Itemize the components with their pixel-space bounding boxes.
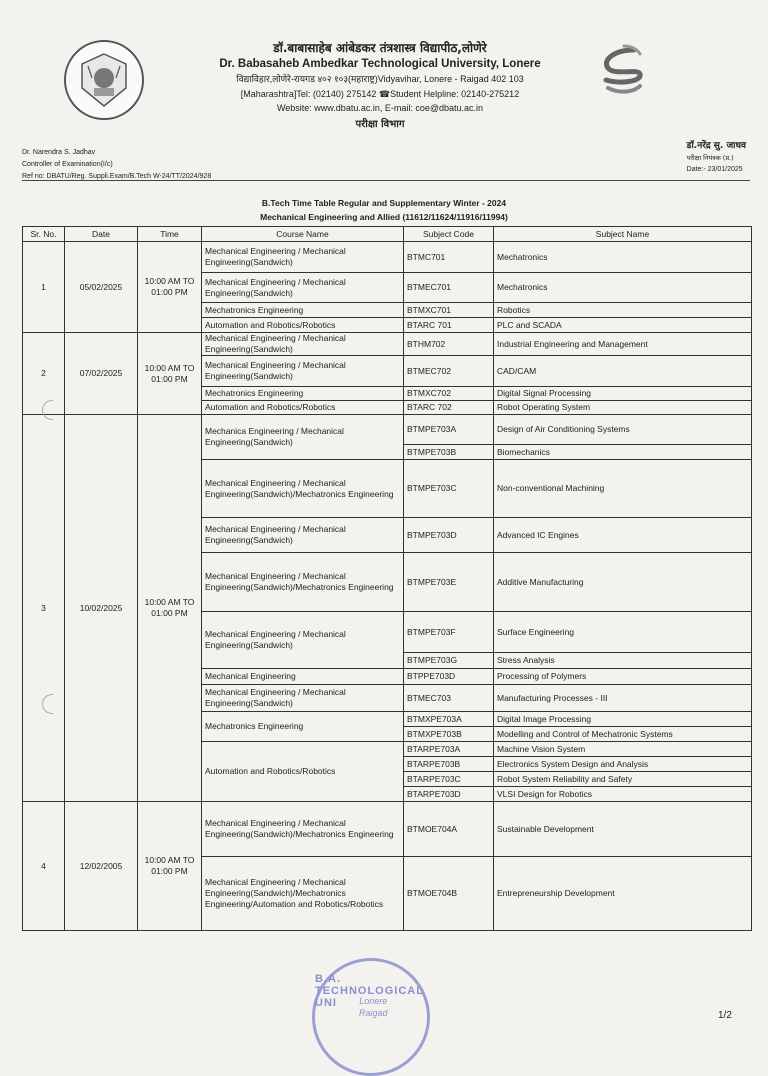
time-cell: 10:00 AM TO 01:00 PM [138, 333, 202, 415]
subject-code-cell: BTARPE703B [404, 757, 494, 772]
subject-name-cell: Machine Vision System [494, 742, 752, 757]
subject-name-cell: Non-conventional Machining [494, 460, 752, 518]
university-name-english: Dr. Babasaheb Ambedkar Technological University, Lonere [219, 58, 541, 70]
course-name-cell: Mechatronics Engineering [202, 387, 404, 401]
stamp-ring-text: B.A. TECHNOLOGICAL UNI [315, 973, 424, 1009]
subject-code-cell: BTMEC701 [404, 273, 494, 303]
timetable-title: B.Tech Time Table Regular and Supplementary Winter - 2024 [261, 198, 507, 208]
header-sr-no: Sr. No. [23, 227, 65, 242]
controller-designation-marathi: परीक्षा नियंत्रक (प्र.) [686, 154, 734, 162]
course-name-cell: Mechanical Engineering / Mechanical Engineering(Sandwich) [202, 518, 404, 553]
subject-code-cell: BTMOE704A [404, 802, 494, 857]
university-stamp [312, 958, 430, 1076]
letterhead [160, 40, 600, 133]
time-cell: 10:00 AM TO 01:00 PM [138, 802, 202, 931]
page-number: 1/2 [718, 1010, 732, 1021]
contact-line: [Maharashtra]Tel: (02140) 275142 ☎Student Helpline: 02140-275212 [240, 89, 520, 99]
course-name-cell: Mechanical Engineering / Mechanical Engineering(Sandwich) [202, 612, 404, 669]
controller-name: Dr. Narendra S. Jadhav [22, 149, 96, 156]
header-divider [22, 180, 750, 181]
subject-code-cell: BTMPE703E [404, 553, 494, 612]
subject-code-cell: BTMXC702 [404, 387, 494, 401]
subject-code-cell: BTPPE703D [404, 669, 494, 685]
course-name-cell: Mechanical Engineering / Mechanical Engineering(Sandwich)/Mechatronics Engineering/Automation and Robotics/Robotics [202, 857, 404, 931]
course-name-cell: Mechanical Engineering / Mechanical Engineering(Sandwich) [202, 242, 404, 273]
header-subject-name: Subject Name [494, 227, 752, 242]
date-cell: 10/02/2025 [65, 415, 138, 802]
subject-name-cell: VLSI Design for Robotics [494, 787, 752, 802]
subject-code-cell: BTARC 702 [404, 401, 494, 415]
website-line: Website: www.dbatu.ac.in, E-mail: coe@dbatu.ac.in [276, 103, 484, 113]
subject-name-cell: Electronics System Design and Analysis [494, 757, 752, 772]
date-cell: 05/02/2025 [65, 242, 138, 333]
controller-block-marathi [687, 140, 746, 176]
subject-name-cell: Digital Image Processing [494, 712, 752, 727]
time-cell: 10:00 AM TO 01:00 PM [138, 242, 202, 333]
subject-code-cell: BTMC701 [404, 242, 494, 273]
controller-block-english [22, 147, 211, 183]
subject-name-cell: Additive Manufacturing [494, 553, 752, 612]
course-name-cell: Mechanical Engineering / Mechanical Engineering(Sandwich) [202, 356, 404, 387]
timetable [22, 226, 752, 931]
subject-code-cell: BTMPE703C [404, 460, 494, 518]
course-name-cell: Mechanical Engineering / Mechanical Engineering(Sandwich)/Mechatronics Engineering [202, 460, 404, 518]
subject-code-cell: BTMXPE703A [404, 712, 494, 727]
subject-name-cell: Processing of Polymers [494, 669, 752, 685]
subject-code-cell: BTMXPE703B [404, 727, 494, 742]
time-cell: 10:00 AM TO 01:00 PM [138, 415, 202, 802]
course-name-cell: Mechanical Engineering / Mechanical Engineering(Sandwich) [202, 333, 404, 356]
subject-name-cell: Mechatronics [494, 273, 752, 303]
course-name-cell: Mechatronics Engineering [202, 303, 404, 318]
subject-name-cell: Surface Engineering [494, 612, 752, 653]
date-cell: 07/02/2025 [65, 333, 138, 415]
course-name-cell: Mechanical Engineering / Mechanical Engineering(Sandwich) [202, 273, 404, 303]
subject-name-cell: Stress Analysis [494, 653, 752, 669]
course-name-cell: Mechatronics Engineering [202, 712, 404, 742]
stamp-location-1: Lonere [359, 996, 388, 1006]
sr-no-cell: 1 [23, 242, 65, 333]
subject-name-cell: Mechatronics [494, 242, 752, 273]
swirl-logo-icon [594, 44, 650, 102]
subject-name-cell: Robotics [494, 303, 752, 318]
table-row [23, 242, 752, 273]
stamp-location-2: Raigad [359, 1008, 388, 1018]
subject-name-cell: Robot System Reliability and Safety [494, 772, 752, 787]
document-date: Date:- 23/01/2025 [686, 166, 743, 173]
subject-code-cell: BTMEC703 [404, 685, 494, 712]
subject-code-cell: BTARC 701 [404, 318, 494, 333]
subject-name-cell: Biomechanics [494, 445, 752, 460]
subject-code-cell: BTMXC701 [404, 303, 494, 318]
sr-no-cell: 3 [23, 415, 65, 802]
header-subject-code: Subject Code [404, 227, 494, 242]
course-name-cell: Automation and Robotics/Robotics [202, 318, 404, 333]
address-line: विद्याविहार,लोणेरे-रायगड ४०२ १०३(महाराष्ट्र)Vidyavihar, Lonere - Raigad 402 103 [236, 74, 524, 84]
stamp-inner-text [359, 995, 388, 1019]
header-date: Date [65, 227, 138, 242]
subject-code-cell: BTMPE703D [404, 518, 494, 553]
university-logo [64, 40, 144, 120]
subject-code-cell: BTMPE703B [404, 445, 494, 460]
subject-name-cell: Modelling and Control of Mechatronic Systems [494, 727, 752, 742]
subject-code-cell: BTMPE703F [404, 612, 494, 653]
course-name-cell: Automation and Robotics/Robotics [202, 401, 404, 415]
subject-name-cell: PLC and SCADA [494, 318, 752, 333]
sr-no-cell: 4 [23, 802, 65, 931]
subject-name-cell: Entrepreneurship Development [494, 857, 752, 931]
course-name-cell: Mechanical Engineering / Mechanical Engineering(Sandwich) [202, 685, 404, 712]
course-name-cell: Mechanical Engineering / Mechanical Engineering(Sandwich)/Mechatronics Engineering [202, 553, 404, 612]
course-name-cell: Mechanical Engineering [202, 669, 404, 685]
course-name-cell: Mechanical Engineering / Mechanical Engineering(Sandwich)/Mechatronics Engineering [202, 802, 404, 857]
sr-no-cell: 2 [23, 333, 65, 415]
course-name-cell: Automation and Robotics/Robotics [202, 742, 404, 802]
course-name-cell: Mechanica Engineering / Mechanical Engineering(Sandwich) [202, 415, 404, 460]
timetable-body [23, 242, 752, 931]
reference-number: Ref no: DBATU/Reg. Suppli.Exam/B.Tech W-24/TT/2024/928 [22, 173, 212, 180]
subject-name-cell: CAD/CAM [494, 356, 752, 387]
subject-code-cell: BTMPE703A [404, 415, 494, 445]
header-time: Time [138, 227, 202, 242]
subject-code-cell: BTARPE703D [404, 787, 494, 802]
date-cell: 12/02/2005 [65, 802, 138, 931]
university-name-marathi: डॉ.बाबासाहेब आंबेडकर तंत्रशास्त्र विद्यापीठ,लोणेरे [273, 41, 487, 55]
secondary-logo [594, 44, 650, 102]
subject-code-cell: BTMPE703G [404, 653, 494, 669]
university-emblem-icon [72, 48, 136, 112]
table-row [23, 333, 752, 356]
subject-name-cell: Digital Signal Processing [494, 387, 752, 401]
subject-code-cell: BTHM702 [404, 333, 494, 356]
department-name: परीक्षा विभाग [355, 119, 405, 130]
subject-code-cell: BTMEC702 [404, 356, 494, 387]
controller-name-marathi: डॉ.नरेंद्र सु. जाधव [686, 141, 746, 151]
subject-code-cell: BTARPE703C [404, 772, 494, 787]
subject-name-cell: Industrial Engineering and Management [494, 333, 752, 356]
subject-name-cell: Sustainable Development [494, 802, 752, 857]
subject-name-cell: Design of Air Conditioning Systems [494, 415, 752, 445]
controller-designation: Controller of Examination(I/c) [22, 161, 113, 168]
header-course-name: Course Name [202, 227, 404, 242]
table-header-row [23, 227, 752, 242]
subject-code-cell: BTARPE703A [404, 742, 494, 757]
subject-name-cell: Manufacturing Processes - III [494, 685, 752, 712]
timetable-subtitle: Mechanical Engineering and Allied (11612/11624/11916/11994) [260, 212, 508, 222]
table-row [23, 415, 752, 445]
subject-name-cell: Advanced IC Engines [494, 518, 752, 553]
table-row [23, 802, 752, 857]
subject-name-cell: Robot Operating System [494, 401, 752, 415]
subject-code-cell: BTMOE704B [404, 857, 494, 931]
